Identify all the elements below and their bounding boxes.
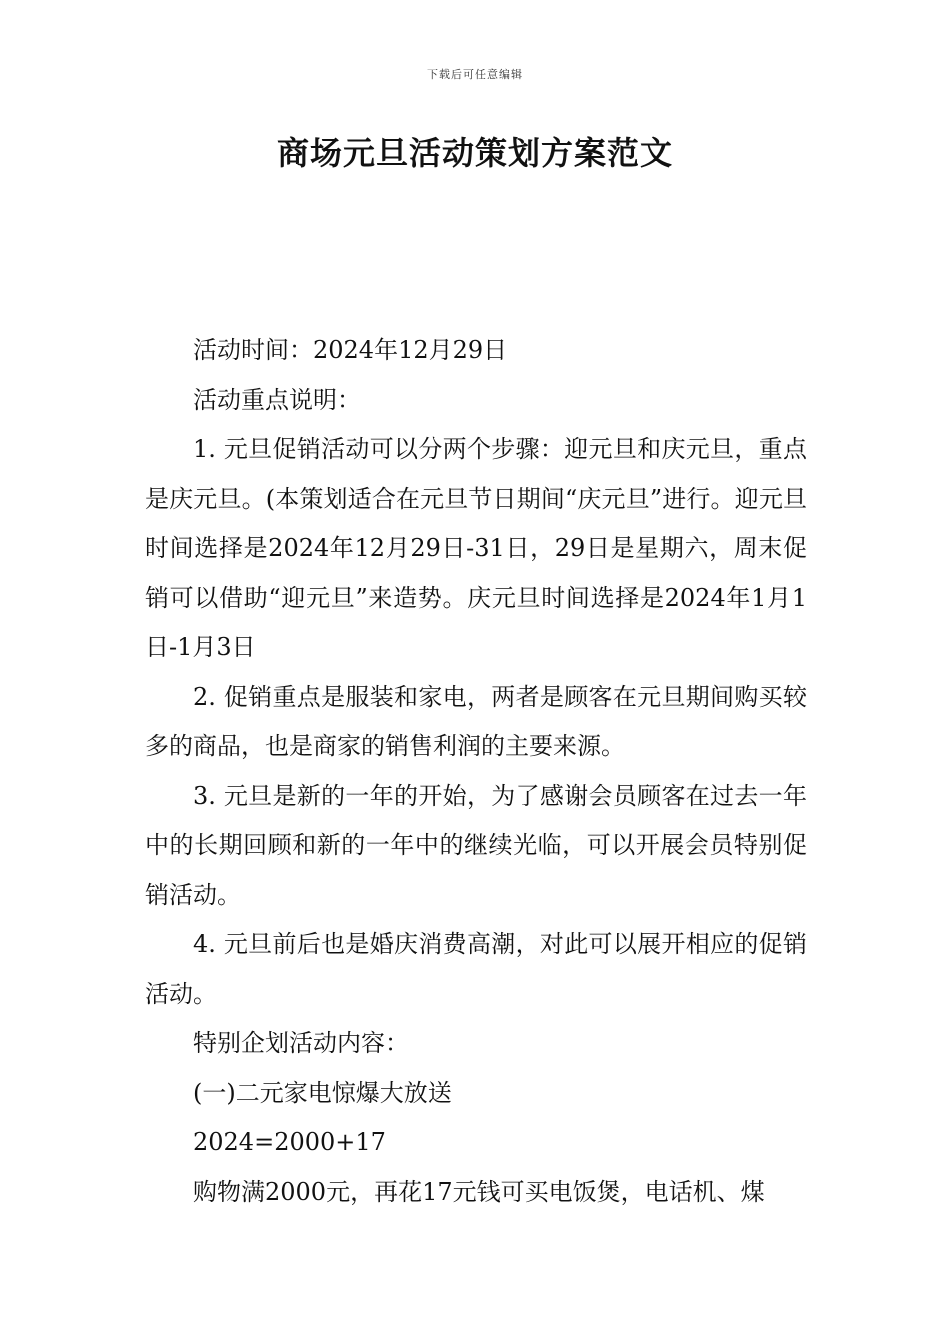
paragraph-activity-time: 活动时间：2024年12月29日 <box>193 336 508 364</box>
paragraph-point-3: 3. 元旦是新的一年的开始，为了感谢会员顾客在过去一年中的长期回顾和新的一年中的继续光临，可以开展会员特别促销活动。 <box>145 781 807 909</box>
paragraph-point-4: 4. 元旦前后也是婚庆消费高潮，对此可以展开相应的促销活动。 <box>145 930 807 1008</box>
paragraph-point-1: 1. 元旦促销活动可以分两个步骤：迎元旦和庆元旦，重点是庆元旦。(本策划适合在元旦节日期间“庆元旦”进行。迎元旦时间选择是2024年12月29日-31日，29日是星期六，周末促销可以借助“迎元旦”来造势。庆元旦时间选择是2024年1月1日-1月3日 <box>145 435 807 661</box>
paragraph-key-points-heading: 活动重点说明： <box>193 385 361 414</box>
paragraph-offer: 购物满2000元，再花17元钱可买电饭煲，电话机、煤 <box>193 1177 765 1206</box>
header-note: 下载后可任意编辑 <box>427 68 523 81</box>
paragraph-subsection-1: (一)二元家电惊爆大放送 <box>193 1078 452 1107</box>
paragraph-special-heading: 特别企划活动内容： <box>193 1029 409 1057</box>
paragraph-point-2: 2. 促销重点是服装和家电，两者是顾客在元旦期间购买较多的商品，也是商家的销售利润的主要来源。 <box>145 682 807 760</box>
document-body <box>145 326 807 1217</box>
document-title: 商场元旦活动策划方案范文 <box>276 134 673 172</box>
paragraph-formula: 2024=2000+17 <box>193 1128 386 1156</box>
